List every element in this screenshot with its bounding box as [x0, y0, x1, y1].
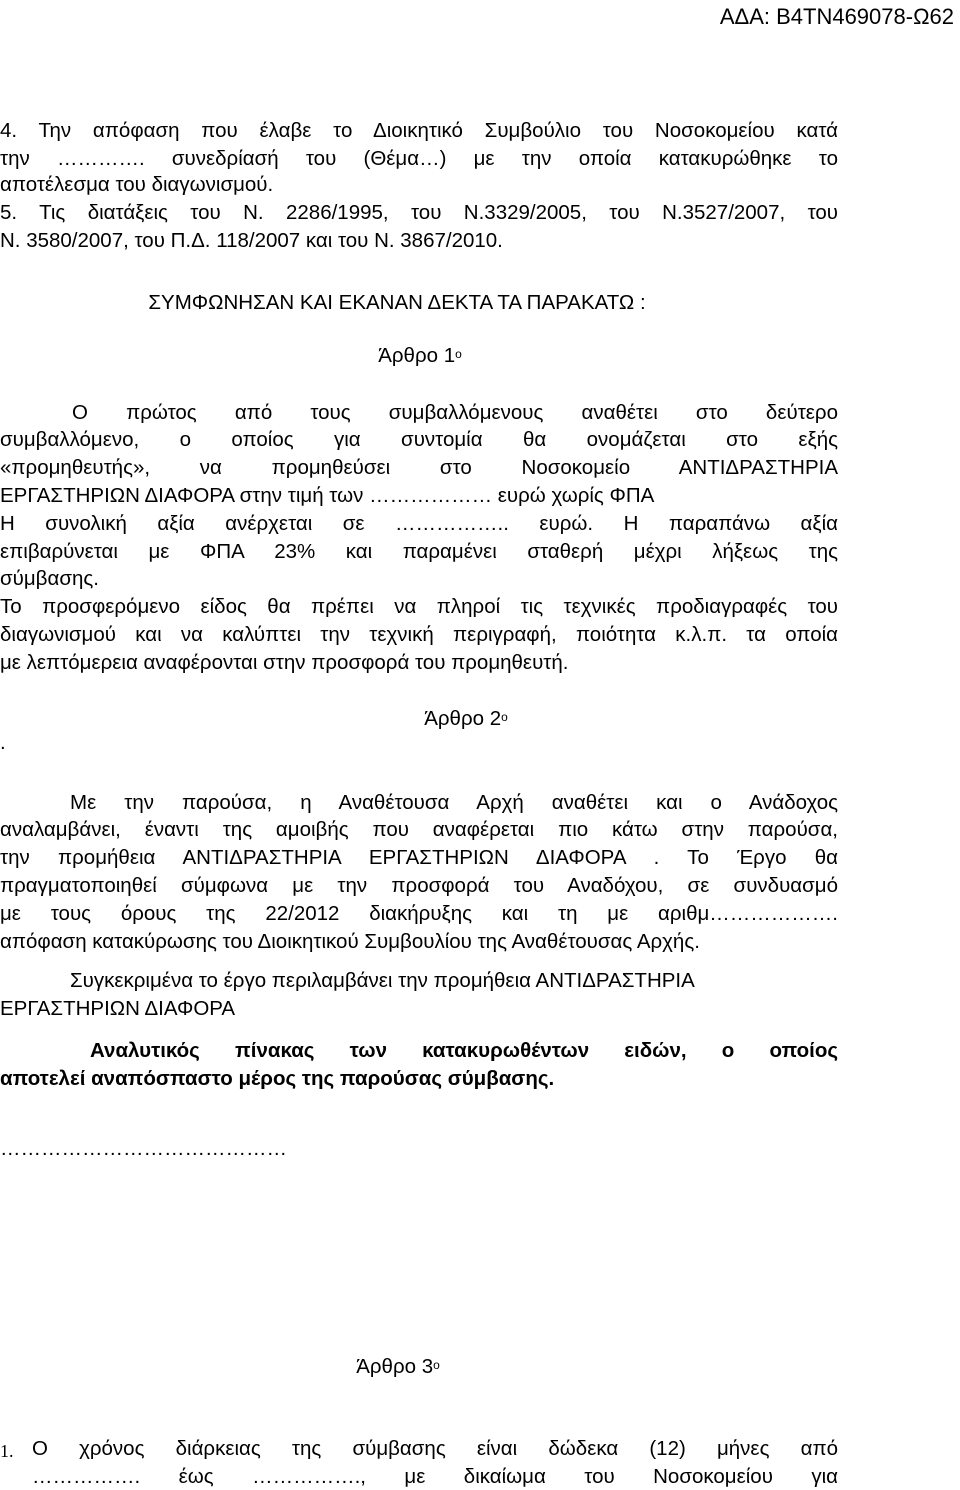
- article3-line1: Ο χρόνος διάρκειας της σύμβασης είναι δώδεκα (12) μήνες από: [32, 1437, 838, 1460]
- article1-line: Η συνολική αξία ανέρχεται σε …………….. ευρώ. Η παραπάνω αξία: [0, 512, 838, 535]
- item5-line2: Ν. 3580/2007, του Π.Δ. 118/2007 και του Ν. 3867/2010.: [0, 229, 503, 252]
- bold-line2: αποτελεί αναπόσπαστο μέρος της παρούσας σύμβασης.: [0, 1067, 555, 1090]
- article2-line: πραγματοποιηθεί σύμφωνα με την προσφορά του Αναδόχου, σε συνδυασμό: [0, 874, 838, 897]
- article1-line: Ο πρώτος από τους συμβαλλόμενους αναθέτει στο δεύτερο: [72, 401, 838, 424]
- article1-line: «προμηθευτής», να προμηθεύσει στο Νοσοκομείο ΑΝΤΙΔΡΑΣΤΗΡΙΑ: [0, 456, 838, 479]
- item4-line3: αποτέλεσμα του διαγωνισμού.: [0, 173, 274, 196]
- item4-line2: την …………. συνεδρίασή του (Θέμα…) με την οποία κατακυρώθηκε το: [0, 147, 838, 170]
- article1-line: ΕΡΓΑΣΤΗΡΙΩΝ ΔΙΑΦΟΡΑ στην τιμή των ……………… ευρώ χωρίς ΦΠΑ: [0, 484, 655, 507]
- agreement-heading: ΣΥΜΦΩΝΗΣΑΝ ΚΑΙ ΕΚΑΝΑΝ ΔΕΚΤΑ ΤΑ ΠΑΡΑΚΑΤΩ :: [148, 291, 646, 314]
- scope-line2: ΕΡΓΑΣΤΗΡΙΩΝ ΔΙΑΦΟΡΑ: [0, 997, 236, 1020]
- ada-code: ΑΔΑ: Β4ΤΝ469078-Ω62: [719, 4, 954, 29]
- article3-title: [0, 1354, 796, 1380]
- article1-title-sup: ο: [455, 347, 462, 361]
- article2-line: αναλαμβάνει, έναντι της αμοιβής που αναφέρεται πιο κάτω στην παρούσα,: [0, 818, 838, 841]
- article1-line: επιβαρύνεται με ΦΠΑ 23% και παραμένει σταθερή μέχρι λήξεως της: [0, 540, 838, 563]
- article3-line2: ……………. έως ……………., με δικαίωμα του Νοσοκομείου για: [32, 1465, 838, 1488]
- article1-line: διαγωνισμού και να καλύπτει την τεχνική περιγραφή, ποιότητα κ.λ.π. τα οποία: [0, 623, 838, 646]
- article2-line: με τους όρους της 22/2012 διακήρυξης και τη με αριθμ……………….: [0, 902, 838, 925]
- article3-title-text: Άρθρο 3: [356, 1355, 434, 1378]
- article1-line: με λεπτόμερεια αναφέρονται στην προσφορά του προμηθευτή.: [0, 651, 569, 674]
- article1-line: συμβαλλόμενο, ο οποίος για συντομία θα ονομάζεται στο εξής: [0, 428, 838, 451]
- scope-line1: Συγκεκριμένα το έργο περιλαμβάνει την προμήθεια ΑΝΤΙΔΡΑΣΤΗΡΙΑ: [70, 969, 695, 992]
- article1-line: σύμβασης.: [0, 567, 99, 590]
- article2-title-text: Άρθρο 2: [424, 707, 502, 730]
- article3-title-sup: ο: [433, 1358, 440, 1372]
- article2-line: Με την παρούσα, η Αναθέτουσα Αρχή αναθέτει και ο Ανάδοχος: [70, 791, 838, 814]
- article3-item-number: 1.: [0, 1441, 14, 1461]
- article2-title-sup: ο: [501, 710, 508, 724]
- item4-line1: 4. Την απόφαση που έλαβε το Διοικητικό Συμβούλιο του Νοσοκομείου κατά: [0, 119, 838, 142]
- bold-line1: Αναλυτικός πίνακας των κατακυρωθέντων ειδών, ο οποίος: [90, 1039, 838, 1062]
- article2-line: την προμήθεια ΑΝΤΙΔΡΑΣΤΗΡΙΑ ΕΡΓΑΣΤΗΡΙΩΝ ΔΙΑΦΟΡΑ . Το Έργο θα: [0, 846, 838, 869]
- article2-title: [0, 706, 932, 732]
- item5-line1: 5. Τις διατάξεις του Ν. 2286/1995, του Ν.3329/2005, του Ν.3527/2007, του: [0, 201, 838, 224]
- article2-line: απόφαση κατακύρωσης του Διοικητικού Συμβουλίου της Αναθέτουσας Αρχής.: [0, 930, 700, 953]
- stray-dot: .: [0, 731, 6, 754]
- article1-title: [0, 343, 840, 369]
- dotted-placeholder: ……………………………………: [0, 1137, 287, 1160]
- article1-title-text: Άρθρο 1: [378, 344, 456, 367]
- article1-line: Το προσφερόμενο είδος θα πρέπει να πληροί τις τεχνικές προδιαγραφές του: [0, 595, 838, 618]
